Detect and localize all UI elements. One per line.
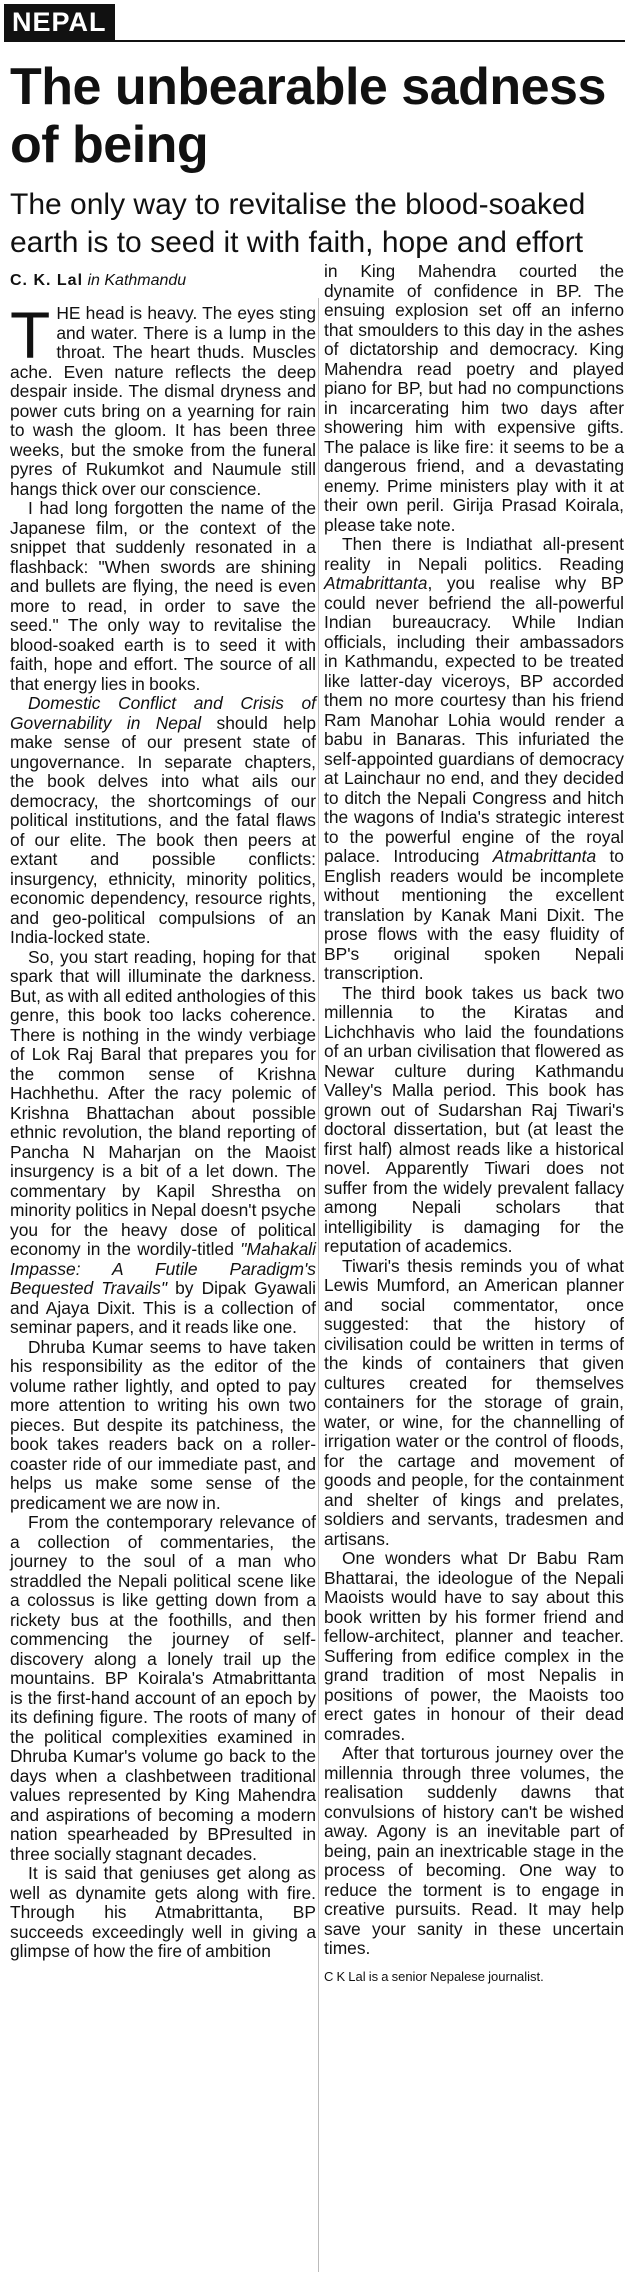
paragraph: The third book takes us back two millennia to the Kiratas and Lichchhavis who laid the foundations of an urban civilisation that flowered as Newar culture during Kathmandu Valley's Malla period. This book has grown out of Sudarshan Raj Tiwari's doctoral dissertation, but (at least the first half) almost reads like a historical novel. Apparently Tiwari does not suffer from the widely prevalent fallacy among Nepali scholars that intelligibility is damaging for the reputation of academics. bbox=[324, 982, 624, 1256]
paragraph: Dhruba Kumar seems to have taken his responsibility as the editor of the volume rather lightly, and opted to pay more attention to writing his own two pieces. But despite its patchiness, the book takes readers back on a roller-coaster ride of our immediate past, and helps us make some sense of the predicament we are now in. bbox=[10, 1336, 316, 1513]
paragraph: So, you start reading, hoping for that spark that will illuminate the darkness. But, as with all edited anthologies of this genre, this book too lacks coherence. There is nothing in the windy verbiage of Lok Raj Baral that prepares you for the common sense of Krishna Hachhethu. After the racy polemic of Krishna Bhattachan about possible ethnic revolution, the bland reporting of Pancha N Maharjan on the Maoist insurgency is a bit of a let down. The commentary by Kapil Shrestha on minority politics in Nepal doesn't psyche you for the heavy dose of political economy in the wordily-titled "Mahakali Impasse: A Futile Paradigm's Bequested Travails" by Dipak Gyawali and Ajaya Dixit. This is a collection of seminar papers, and it reads like one. bbox=[10, 946, 316, 1337]
paragraph: Then there is Indiathat all-present reality in Nepali politics. Reading Atmabrittanta, you realise why BP could never befriend the all-powerful Indian bureaucracy. While Indian officials, including their ambassadors in Kathmandu, expected to be treated like latter-day viceroys, BP accorded them no more courtesy than his friend Ram Manohar Lohia would render a babu in Banaras. This infuriated the self-appointed guardians of democracy at Lainchaur no end, and they decided to ditch the Nepali Congress and hitch the wagons of India's strategic interest to the powerful engine of the royal palace. Introducing Atmabrittanta to English readers would be incomplete without mentioning the excellent translation by Kanak Mani Dixit. The prose flows with the easy fluidity of BP's original spoken Nepali transcription. bbox=[324, 534, 624, 983]
paragraph: After that torturous journey over the millennia through three volumes, the realisation suddenly dawns that convulsions of history can't be wished away. Agony is an inevitable part of being, pain an inextricable stage in the process of becoming. One way to reduce the torment is to engage in creative pursuits. Read. It may help save your sanity in these uncertain times. bbox=[324, 1743, 624, 1958]
drop-cap: T bbox=[10, 298, 51, 372]
standfirst: The only way to revitalise the blood-soaked earth is to seed it with faith, hope and effort bbox=[10, 188, 586, 259]
byline-author: C. K. Lal bbox=[10, 272, 84, 289]
left-column bbox=[10, 298, 316, 1962]
paragraph: It is said that geniuses get along as well as dynamite gets along with fire. Through his Atmabrittanta, BP succeeds exceedingly well in giving a glimpse of how the fire of ambition bbox=[10, 1863, 316, 1961]
book-title: Atmabrittanta bbox=[324, 573, 428, 593]
paragraph: THE head is heavy. The eyes sting and water. There is a lump in the throat. The heart thuds. Muscles ache. Even nature reflects the deep despair inside. The dismal dryness and power cuts bring on a yearning for rain to wash the gloom. It has been three weeks, but the smoke from the funeral pyres of Rukumkot and Naumule still hangs thick over our conscience. bbox=[10, 298, 316, 499]
paragraph: Domestic Conflict and Crisis of Governability in Nepal should help make sense of our present state of ungovernance. In separate chapters, the book delves into what ails our democracy, the shortcomings of our political institutions, and the fatal flaws of our elite. The book then peers at extant and possible conflicts: insurgency, ethnicity, minority politics, economic dependency, resource rights, and geo-political compulsions of an India-locked state. bbox=[10, 693, 316, 947]
paragraph: Tiwari's thesis reminds you of what Lewis Mumford, an American planner and social commentator, once suggested: that the history of civilisation could be written in terms of the kinds of containers that given cultures created for themselves containers for the storage of grain, water, or wine, for the channelling of irrigation water or the control of floods, for the cartage and movement of goods and people, for the containment and shelter of kings and prelates, soldiers and servants, tradesmen and artisans. bbox=[324, 1255, 624, 1549]
paragraph: From the contemporary relevance of a collection of commentaries, the journey to the soul of a man who straddled the Nepali political scene like a colossus is like getting down from a rickety bus at the foothills, and then commencing the journey of self-discovery along a lonely trail up the mountains. BP Koirala's Atmabrittanta is the first-hand account of an epoch by its defining figure. The roots of many of the political complexities examined in Dhruba Kumar's volume go back to the days when a clashbetween traditional values represented by King Mahendra and aspirations of becoming a modern nation spearheaded by BPresulted in three socially stagnant decades. bbox=[10, 1512, 316, 1864]
author-note: C K Lal is a senior Nepalese journalist. bbox=[324, 1968, 544, 1984]
section-rule bbox=[4, 40, 625, 42]
headline: The unbearable sadness of being bbox=[10, 58, 606, 174]
byline-location: in Kathmandu bbox=[87, 272, 187, 289]
right-column bbox=[324, 262, 624, 1985]
book-title: Atmabrittanta bbox=[492, 846, 597, 866]
column-divider bbox=[318, 298, 319, 2272]
paragraph: One wonders what Dr Babu Ram Bhattarai, the ideologue of the Nepali Maoists would have to say about this book written by his former friend and fellow-architect, planner and teacher. Suffering from edifice complex in the grand tradition of most Nepalis in positions of power, the Maoists too erect gates in honour of their dead comrades. bbox=[324, 1548, 624, 1744]
paragraph: in King Mahendra courted the dynamite of confidence in BP. The ensuing explosion set off an inferno that smoulders to this day in the ashes of dictatorship and democracy. King Mahendra read poetry and played piano for BP, but had no compunctions in incarcerating him two days after showering him with expensive gifts. The palace is like fire: it seems to be a dangerous friend, and a devastating enemy. Prime ministers play with it at their own peril. Girija Prasad Koirala, please take note. bbox=[324, 261, 624, 535]
paragraph: I had long forgotten the name of the Japanese film, or the context of the snippet that suddenly resonated in a flashback: "When swords are shining and bullets are flying, the need is even more to read, in order to save the seed." The only way to revitalise the blood-soaked earth is to seed it with faith, hope and effort. The source of all that energy lies in books. bbox=[10, 498, 316, 694]
section-tag: NEPAL bbox=[4, 4, 115, 40]
book-title: Domestic Conflict and Crisis of Governability in Nepal bbox=[10, 693, 316, 733]
byline bbox=[10, 272, 186, 290]
paper-title: "Mahakali Impasse: A Futile Paradigm's Bequested Travails" bbox=[10, 1239, 316, 1298]
